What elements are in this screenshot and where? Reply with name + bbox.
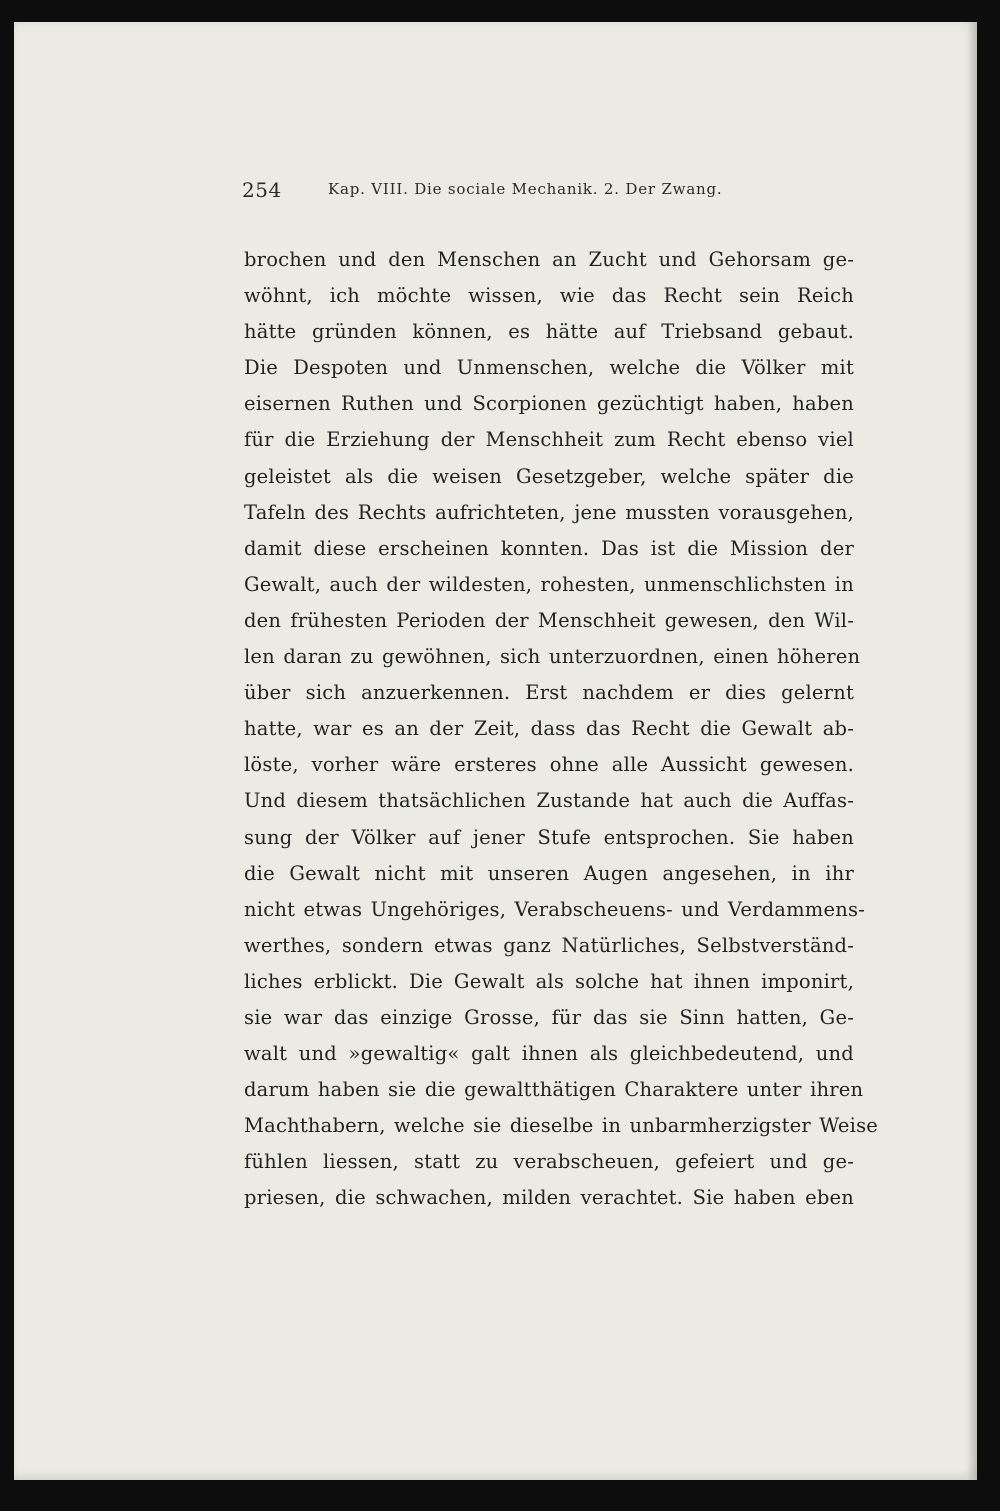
text-line: den frühesten Perioden der Menschheit gewesen, den Wil- xyxy=(244,608,854,632)
text-line: sung der Völker auf jener Stufe entsprochen. Sie haben xyxy=(244,825,854,849)
text-line: löste, vorher wäre ersteres ohne alle Aussicht gewesen. xyxy=(244,753,854,777)
running-head xyxy=(242,174,842,204)
text-line: damit diese erscheinen konnten. Das ist die Mission der xyxy=(244,536,854,560)
text-line: werthes, sondern etwas ganz Natürliches, Selbstverständ- xyxy=(244,933,854,957)
text-line: priesen, die schwachen, milden verachtet. Sie haben eben xyxy=(244,1186,854,1210)
text-line: Machthabern, welche sie dieselbe in unbarmherzigster Weise xyxy=(244,1114,879,1138)
text-line: brochen und den Menschen an Zucht und Gehorsam ge- xyxy=(244,248,854,271)
text-line: eisernen Ruthen und Scorpionen gezüchtigt haben, haben xyxy=(244,392,854,416)
text-line: fühlen liessen, statt zu verabscheuen, gefeiert und ge- xyxy=(244,1150,854,1174)
text-line: hatte, war es an der Zeit, dass das Recht die Gewalt ab- xyxy=(244,717,854,741)
page-number: 254 xyxy=(242,178,282,202)
text-line: hätte gründen können, es hätte auf Triebsand gebaut. xyxy=(244,320,854,344)
body-text xyxy=(244,242,879,1217)
text-line: nicht etwas Ungehöriges, Verabscheuens- und Verdammens- xyxy=(244,897,865,921)
text-line: die Gewalt nicht mit unseren Augen angesehen, in ihr xyxy=(244,861,854,885)
running-head-title: Kap. VIII. Die sociale Mechanik. 2. Der Zwang. xyxy=(328,180,723,198)
text-line: sie war das einzige Grosse, für das sie Sinn hatten, Ge- xyxy=(244,1005,854,1029)
page-edge-shadow xyxy=(967,22,977,1480)
text-line: Und diesem thatsächlichen Zustande hat auch die Auffas- xyxy=(244,789,854,813)
text-line: darum haben sie die gewaltthätigen Charaktere unter ihren xyxy=(244,1078,864,1102)
text-line: wöhnt, ich möchte wissen, wie das Recht sein Reich xyxy=(244,284,854,308)
text-line: len daran zu gewöhnen, sich unterzuordnen, einen höheren xyxy=(244,645,861,669)
text-line: geleistet als die weisen Gesetzgeber, welche später die xyxy=(244,464,854,488)
text-line: walt und »gewaltig« galt ihnen als gleichbedeutend, und xyxy=(244,1042,854,1066)
text-line: Gewalt, auch der wildesten, rohesten, unmenschlichsten in xyxy=(244,572,854,596)
text-line: liches erblickt. Die Gewalt als solche hat ihnen imponirt, xyxy=(244,969,854,993)
text-line: Die Despoten und Unmenschen, welche die Völker mit xyxy=(244,356,854,380)
text-line: Tafeln des Rechts aufrichteten, jene mussten vorausgehen, xyxy=(244,500,854,524)
text-line: für die Erziehung der Menschheit zum Recht ebenso viel xyxy=(244,428,854,452)
text-line: über sich anzuerkennen. Erst nachdem er dies gelernt xyxy=(244,681,854,705)
